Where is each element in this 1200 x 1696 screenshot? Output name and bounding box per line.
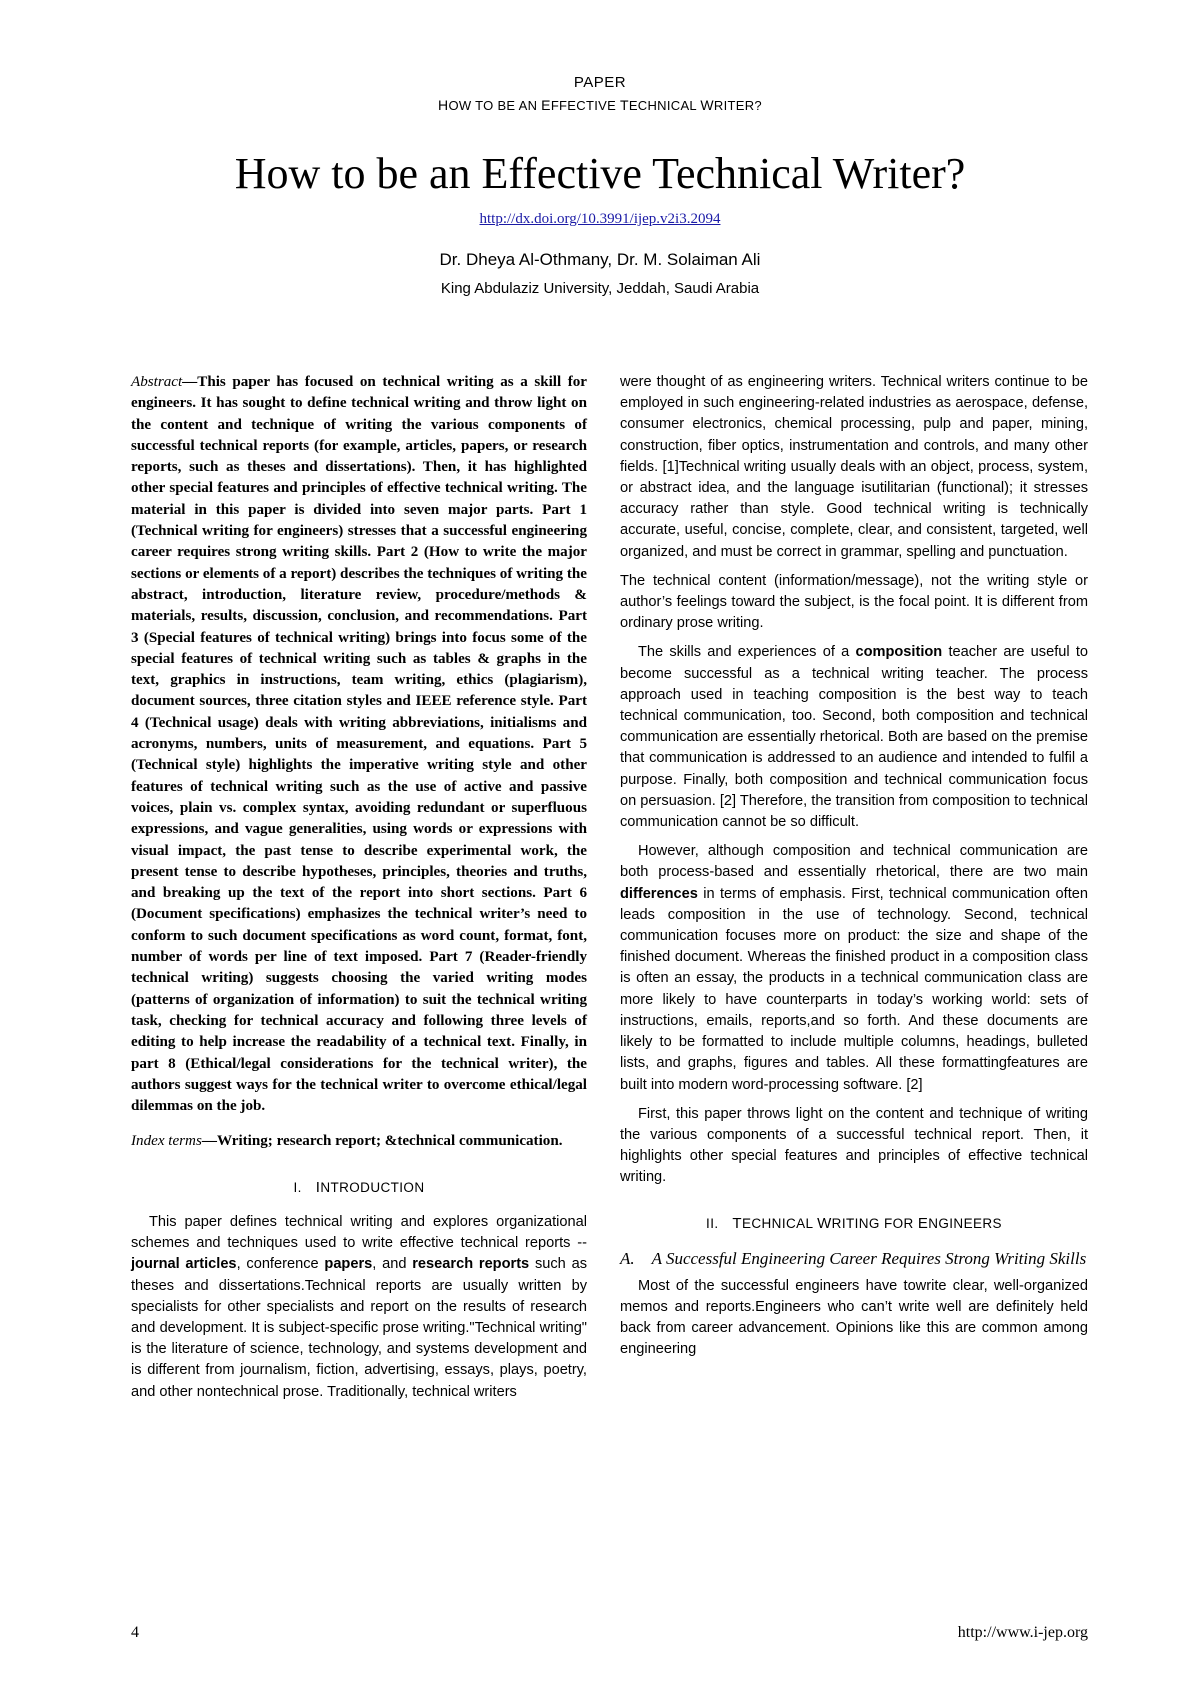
paragraph: However, although composition and technical communication are both process-based and essentially rhetorical, there are two main differences in terms of emphasis. First, technical communication often leads composition in the use of technology. Second, technical communication focuses more on product: the size and shape of the finished document. Whereas the finished product in a composition class is often an essay, the products in a technical communication class are more likely to have counterparts in today’s working world: sets of instructions, emails, reports,and so forth. And these documents are likely to be formatted to include multiple columns, headings, bulleted lists, and graphs, figures and tables. All these formattingfeatures are built into modern word-processing software. [2] xyxy=(620,843,1088,1093)
running-title: HOW TO BE AN EFFECTIVE TECHNICAL WRITER? xyxy=(438,97,762,113)
index-terms-label: Index terms xyxy=(131,1133,202,1150)
doi-link[interactable]: http://dx.doi.org/10.3991/ijep.v2i3.2094 xyxy=(479,211,721,227)
paper-title: How to be an Effective Technical Writer? xyxy=(234,149,966,198)
section-heading-introduction: I. INTRODUCTION xyxy=(293,1178,425,1196)
paragraph: were thought of as engineering writers. Technical writers continue to be employed in such engineering-related industries as aerospace, defense, consumer electronics, chemical processing, pulp and paper, mining, construction, fiber optics, instrumentation and controls, and many other fields. [1]Technical writing usually deals with an object, process, system, or abstract idea, and the language isutilitarian (functional); it stresses accuracy rather than style. Good technical writing is technically accurate, useful, concise, complete, clear, and consistent, targeted, well organized, and must be correct in grammar, spelling and punctuation. xyxy=(620,374,1088,560)
page-number: 4 xyxy=(131,1624,139,1641)
paragraph: The technical content (information/message), not the writing style or author’s feelings toward the subject, is the focal point. It is different from ordinary prose writing. xyxy=(620,572,1088,632)
affiliation: King Abdulaziz University, Jeddah, Saudi Arabia xyxy=(440,280,760,297)
intro-paragraph: This paper defines technical writing and explores organizational schemes and techniques used to write effective technical reports -- journal articles, conference papers, and research reports such as theses and dissertations.Technical reports are usually written by specialists for other specialists and report on the results of research and development. It is subject-specific prose writing."Technical writing" is the literature of science, technology, and systems development and is different from journalism, fiction, advertising, essays, plays, poetry, and other nontechnical prose. Traditionally, technical writers xyxy=(131,1213,587,1400)
authors: Dr. Dheya Al-Othmany, Dr. M. Solaiman Ali xyxy=(439,250,761,269)
doi-line xyxy=(0,211,1200,228)
subsection-heading: A. A Successful Engineering Career Requires Strong Writing Skills xyxy=(620,1248,1087,1268)
footer-url: http://www.i-jep.org xyxy=(957,1624,1088,1641)
section-label: PAPER xyxy=(573,74,627,91)
abstract-label: Abstract xyxy=(131,374,183,390)
paragraph: The skills and experiences of a composition teacher are useful to become successful as a technical writing teacher. The process approach used in teaching composition is the best way to teach technical communication, too. Second, both composition and technical communication are essentially rhetorical. Both are based on the premise that communication is addressed to an audience and intended to fulfil a purpose. Finally, both composition and technical communication focus on persuasion. [2] Therefore, the transition from composition to technical communication cannot be so difficult. xyxy=(620,644,1089,831)
index-terms-text: —Writing; research report; &technical communication. xyxy=(201,1133,563,1150)
index-terms xyxy=(131,1131,587,1152)
left-column xyxy=(131,372,587,1403)
abstract xyxy=(131,372,587,1117)
right-column xyxy=(620,372,1088,1361)
section-heading-technical-writing: II. TECHNICAL WRITING FOR ENGINEERS xyxy=(706,1214,1002,1232)
abstract-text: —This paper has focused on technical writing as a skill for engineers. It has sought to define technical writing and throw light on the content and technique of writing the various components of successful technical reports (for example, articles, papers, or research reports, such as theses and dissertations). Then, it has highlighted other special features and principles of effective technical writing. The material in this paper is divided into seven major parts. Part 1 (Technical writing for engineers) stresses that a successful engineering career requires strong writing skills. Part 2 (How to write the major sections or elements of a report) describes the techniques of writing the abstract, introduction, literature review, procedure/methods & materials, results, discussion, conclusion, and recommendations. Part 3 (Special features of technical writing) brings into focus some of the special features of technical writing such as tables & graphs in the text, graphics in instructions, team writing, ethics (plagiarism), document sources, three citation styles and IEEE reference style. Part 4 (Technical usage) deals with writing abbreviations, initialisms and acronyms, numbers, units of measurement, and equations. Part 5 (Technical style) highlights the imperative writing style and other features of technical writing such as the use of active and passive voices, plain vs. complex syntax, avoiding redundant or superfluous expressions, and vague generalities, using words or expressions with visual impact, the past tense to describe experimental work, the present tense to describe hypotheses, principles, theories and truths, and breaking up the text of the report into short sections. Part 6 (Document specifications) emphasizes the technical writer’s need to conform to such document specifications as word count, format, font, number of words per line of text imposed. Part 7 (Reader-friendly technical writing) suggests choosing the varied writing modes (patterns of organization of information) to suit the technical writing task, checking for technical accuracy and following three levels of editing to help increase the readability of a technical text. Finally, in part 8 (Ethical/legal considerations for the technical writer), the authors suggest ways for the technical writer to overcome ethical/legal dilemmas on the job. xyxy=(131,374,587,1115)
paragraph: Most of the successful engineers have towrite clear, well-organized memos and reports.Engineers who can’t write well are definitely held back from career advancement. Opinions like this are common among engineering xyxy=(620,1277,1088,1358)
paragraph: First, this paper throws light on the content and technique of writing the various components of a successful technical report. Then, it highlights other special features and principles of effective technical writing. xyxy=(620,1105,1088,1186)
